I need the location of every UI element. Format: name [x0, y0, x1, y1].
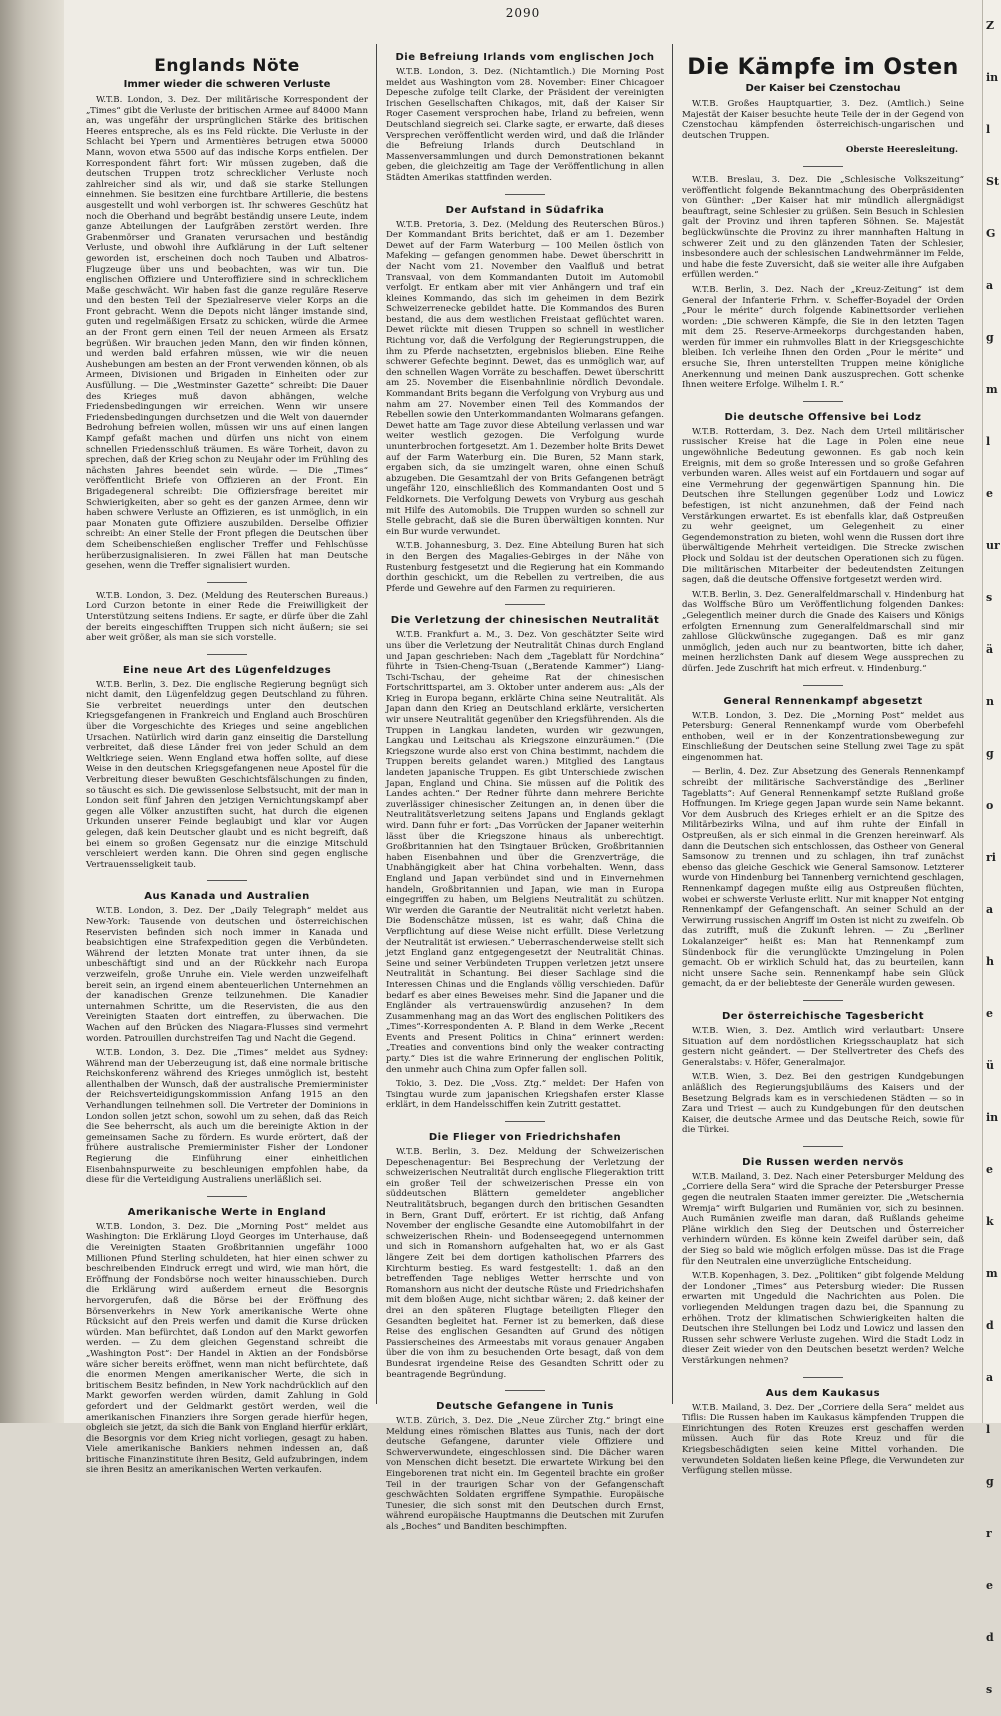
- article-headline: Die Flieger von Friedrichshafen: [428, 1132, 622, 1144]
- article-headline: Deutsche Gefangene in Tunis: [436, 1401, 614, 1413]
- article-paragraph: W.T.B. London, 3. Dez. Die „Times“ meldet aus Sydney: Während man der Ueberzeugung ist, daß eine normale britische Reichskonferenz während des Krieges unmöglich ist, besteht allenthalben der Wunsch, daß der australische Premierminister der Reichsverteidigungskommission Anfang 1915 an den Verhandlungen teilnehmen soll. Die Vertreter der Dominions in London sollen jetzt schon, sowohl um zu sehen, daß das Reich die See beherrscht, als auch um die bereinigte Aktion in der gemeinsamen Sache zu fördern. Es wurde erörtert, daß der frühere australische Premierminister Fisher der Londoner Regierung die Einführung einer einheitlichen Eisenbahnspurweite zu beschleunigen empfohlen habe, da diese für die Verteidigung Australiens unerläßlich sei.: [86, 1048, 368, 1186]
- article-paragraph: Tokio, 3. Dez. Die „Voss. Ztg.“ meldet: Der Hafen von Tsingtau wurde zum japanischen Kriegshafen erster Klasse erklärt, in dem Handelsschiffen kein Zutritt gestattet.: [386, 1079, 664, 1111]
- article-paragraph: W.T.B. London, 3. Dez. (Meldung des Reuterschen Bureaus.) Lord Curzon betonte in einer Rede die Freiwilligkeit der Unterstützung seitens Indiens. Er sagte, er dürfe über die Zahl der bereits eingeschifften Truppen sich nicht äußern; sie sei aber weit größer, als man sie sich vorstelle.: [86, 590, 368, 644]
- article-separator: [803, 1377, 843, 1378]
- article-separator: [803, 166, 843, 167]
- next-page-fragment: a: [986, 279, 994, 292]
- article-paragraph: W.T.B. Berlin, 3. Dez. Meldung der Schweizerischen Depeschenagentur: Bei Besprechung der Verletzung der schweizerischen Neutralität durch englische Fliegeraktion tritt ein großer Teil der schweizerischen Presse ein von süddeutschen Blättern gemeldeter angeblicher Neutralitätsbruch, begangen durch den britischen Gesandten in Bern, Grant Duff, erörtert. Er ist richtig, daß Anfang November der englische Gesandte eine Automobilfahrt in der schweizerischen Rhein- und Bodenseegegend unternommen und sich in Romanshorn aufgehalten hat, wo er als Gast längere Zeit bei dem dortigen katholischen Pfarrers des Kirchturm bestieg. Es ward festgestellt: 1. daß an den betreffenden Tage nebliges Wetter herrschte und von Romanshorn aus nicht der deutsche Rüste und Friedrichshafen mit dem bloßen Auge, nicht sichtbar wären; 2. daß keiner der drei an den späteren Flugtage beteiligten Flieger den Gesandten begleitet hat. Ferner ist zu bemerken, daß diese Reise des englischen Gesandten auf Grund des nötigen Passierscheines des Armeestabs mit voraus genauer Angaben über die von ihm zu besuchenden Orte besagt, daß von dem Bundesrat irgendeine Reise des Gesandten Schritt oder zu beantragende Begründung.: [386, 1147, 664, 1380]
- article-headline: Die Russen werden nervös: [742, 1156, 904, 1168]
- article-paragraph: W.T.B. Mailand, 3. Dez. Der „Corriere della Sera“ meldet aus Tiflis: Die Russen haben im Kaukasus kämpfenden Truppen die Einrichtungen des Roten Kreuzes erst geschaffen werden müssen. Auch für das Rote Kreuz und für die Kriegsbeschädigten seien keine Mittel vorhanden. Die verwundeten Soldaten ließen keine Pflege, die Verwundeten zur Verfügung stellen müsse.: [682, 1402, 964, 1477]
- column-3: [682, 42, 964, 1477]
- article: [386, 52, 664, 184]
- article-subheadline: Der Kaiser bei Czenstochau: [745, 83, 901, 94]
- article-paragraph: W.T.B. Johannesburg, 3. Dez. Eine Abteilung Buren hat sich in den Bergen des Magalies-Gebirges in der Nähe von Rustenburg festgesetzt und die Regierung hat ein Kommando dorthin geschickt, um die Rebellen zu vertreiben, die aus Pferde und Gewehre auf den Farmen zu requirieren.: [386, 541, 664, 594]
- column-1: [86, 42, 368, 1476]
- article-paragraph: W.T.B. Pretoria, 3. Dez. (Meldung des Reuterschen Büros.) Der Kommandant Brits berichtet, daß er am 1. Dezember Dewet auf der Farm Waterburg — 100 Meilen östlich von Mafeking — gefangen genommen habe. Dewet überschritt in der Nacht vom 21. November den Vaalfluß und betrat Transvaal, von dem Kommandanten Dutoit im Automobil verfolgt. Er entkam aber mit vier Anhängern und traf ein kleines Kommando, das sich im geheimen in dem Bezirk Schweizerrenecke gebildet hatte. Die Kommandos des Buren bestand, die aus dem westlichen Freistaat geflüchtet waren. Dewet rückte mit diesen Truppen so schnell in westlicher Richtung vor, daß die Verfolgung der Regierungstruppen, die ihm zu Pferde nachsetzten, ergebnislos blieben. Eine Reihe schwerer Gefechte beginnt. Dewet, das es unmöglich war, auf den schnellen Wagen Vorräte zu beschaffen. Dewet überschritt am 25. November die Eisenbahnlinie nördlich Devondale. Kommandant Brits begann die Verfolgung von Vryburg aus und nahm am 27. November einen Teil des Kommandos der Rebellen sowie den Unterkommandanten Wolmarans gefangen. Dewet hatte am Tage zuvor diese Abteilung verlassen und war weiter westlich gezogen. Die Verfolgung wurde ununterbrochen fortgesetzt. Am 1. Dezember holte Brits Dewet auf der Farm Waterburg ein. Die Buren, 52 Mann stark, ergaben sich, da sie umzingelt waren, ohne einen Schuß abzugeben. Die Gesamtzahl der von Brits Gefangenen beträgt ungefähr 120, einschließlich des Kommandanten Oost und 5 Feldkornets. Die Verfolgung Dewets von Vryburg aus geschah mit Hilfe des Automobils. Die Truppen wurden so schnell zur Stelle gebracht, daß sie die Buren überwältigen konnten. Nur ein Bur wurde verwundet.: [386, 219, 664, 537]
- article-paragraph: W.T.B. Berlin, 3. Dez. Generalfeldmarschall v. Hindenburg hat das Wolffsche Büro um Veröffentlichung folgenden Dankes: „Gelegentlich meiner durch die Gnade des Kaisers und Königs erfolgten Ernennung zum Generalfeldmarschall sind mir zahllose Glückwünsche zugegangen. Daß es mir ganz unmöglich, jeden auch nur zu beantworten, bitte ich daher, meinen herzlichsten Dank auf diesem Wege aussprechen zu dürfen. Jede Zuschrift hat mich erfreut. v. Hindenburg.“: [682, 589, 964, 674]
- article-paragraph: W.T.B. Großes Hauptquartier, 3. Dez. (Amtlich.) Seine Majestät der Kaiser besuchte heute Teile der in der Gegend von Czenstochau kämpfenden österreichisch-ungarischen und deutschen Truppen.: [682, 99, 964, 141]
- article: [386, 1401, 664, 1533]
- next-page-fragment: r: [986, 1527, 992, 1540]
- next-page-fragment: l: [986, 1423, 991, 1436]
- next-page-fragment: ri: [986, 851, 996, 864]
- article-paragraph: W.T.B. Rotterdam, 3. Dez. Nach dem Urteil militärischer russischer Kreise hat die Lage in Polen eine neue ungewöhnliche Bedeutung gewonnen. Es gab noch kein Ereignis, mit dem so große Interessen und so große Gefahren verbunden waren. Alles weist auf ein Fortdauern und sogar auf eine Vermehrung der gegenwärtigen Spannung hin. Die Deutschen ihre Stellungen gegenüber Lodz und Lowicz befestigen, ist nicht anzunehmen, daß der Feind nach Verstärkungen erwartet. Es ist ebenfalls klar, daß Ostpreußen zu wehr geeignet, um Gelegenheit zu einer Gegendemonstration zu bieten, wohl wenn die Russen dort ihre überwältigende Mehrheit verteidigen. Die Strecke zwischen Płock und Soldau ist der deutschen Operationen sich zu fügen. Die militärischen Mitarbeiter der bedeutendsten Zeitungen sagen, daß die deutsche Offensive fortgesetzt werden wird.: [682, 426, 964, 586]
- article: [682, 56, 964, 156]
- next-page-fragment: in: [986, 1111, 999, 1124]
- article-separator: [803, 1000, 843, 1001]
- article-separator: [207, 582, 247, 583]
- column-2: [386, 42, 664, 1533]
- article-separator: [505, 604, 545, 605]
- article-paragraph: W.T.B. London, 3. Dez. Der „Daily Telegraph“ meldet aus New-York: Tausende von deutschen und österreichischen Reservisten befinden sich noch immer in Kanada und beabsichtigen eine Strafexpedition gegen die Verbündeten. Während der letzten Monate trat unter ihnen, da sie unbeschäftigt sind und an der Rückkehr nach Europa verzweifeln, große Unruhe ein. Viele werden unzweifelhaft bereit sein, an irgend einem abenteuerlichen Unternehmen an der kanadischen Grenze teilzunehmen. Die Kanadier unternahmen Schritte, um die Reservisten, die aus den Vereinigten Staaten dort eintreffen, zu überwachen. Die Wachen auf den Brücken des Niagara-Flusses sind vermehrt worden. Patrouillen durchstreifen Tag und Nacht die Gegend.: [86, 906, 368, 1044]
- article-paragraph: W.T.B. Zürich, 3. Dez. Die „Neue Zürcher Ztg.“ bringt eine Meldung eines römischen Blattes aus Tunis, nach der dort deutsche Gefangene, darunter viele Offiziere und Schwerverwundete, eingeschlossen sind. Die Dächer waren von Menschen dicht besetzt. Die erwartete Wirkung bei den Eingeborenen trat nicht ein. Im Gegenteil brachte ein großer Teil in der traurigen Schar von der Gefangenschaft geschwächten Soldaten ergriffene Sympathie. Europäische Tunesier, die sich sonst mit den Deutschen durch Ernst, während europäische Hauptmanns die Deutschen mit Zurufen als „Boches“ und Banditen beschimpften.: [386, 1416, 664, 1533]
- next-page-fragment: ä: [986, 643, 994, 656]
- article-separator: [803, 1146, 843, 1147]
- article: [682, 175, 964, 391]
- article: [682, 412, 964, 675]
- book-binding-edge: [0, 0, 64, 1423]
- next-page-fragment: d: [986, 1631, 994, 1644]
- article-paragraph: W.T.B. Mailand, 3. Dez. Nach einer Petersburger Meldung des „Corriere della Sera“ wird die Sprache der Petersburger Presse gegen die neutralen Staaten immer gereizter. Die „Wetschernia Wremja“ wirft Bulgarien und Rumänien vor, sich zu besinnen. Auch Rumänien zweifle man daran, daß Rußlands geheime Pläne wirklich den Sieg der Deutschen und Österreicher verhindern würden. Es könne kein Zweifel darüber sein, daß der Sieg so bald wie möglich erfolgen müsse. Das ist die Frage für den Neutralen eine unverzügliche Entscheidung.: [682, 1171, 964, 1267]
- article: [86, 1207, 368, 1476]
- article-separator: [505, 1121, 545, 1122]
- next-page-fragment: a: [986, 1371, 994, 1384]
- next-page-fragment: m: [986, 383, 998, 396]
- article: [386, 615, 664, 1111]
- next-page-fragment: g: [986, 331, 994, 344]
- page-number: 2090: [505, 6, 541, 20]
- article-paragraph: — Berlin, 4. Dez. Zur Absetzung des Generals Rennenkampf schreibt der militärische Sachverständige des „Berliner Tageblatts“: Auf General Rennenkampf setzte Rußland große Hoffnungen. Im Kriege gegen Japan wurde sein Name bekannt. Vor dem Ausbruch des Krieges erhielt er an die Spitze des Militärbezirks Wilna, und auf ihm ruhte der Einfall in Ostpreußen, als er sich einmal in die Grenzen hereinwarf. Als dann die Deutschen sich entschlossen, das Ostheer von General Samsonow zu trennen und zu schlagen, ihn traf zunächst ebenso das gleiche Geschick wie General Samsonow. Letzterer wurde von Hindenburg bei Tannenberg vernichtend geschlagen, Rennenkampf dagegen mußte eilig aus Ostpreußen flüchten, wobei er schwerste Verluste erlitt. Nur mit knapper Not entging Rennenkampf der Gefangenschaft. An seiner Schuld an der Verwirrung russischen Angriff im Osten ist nicht zu zweifeln. Ob das zutrifft, muß die Zukunft lehren. — Zu „Berliner Lokalanzeiger“ heißt es: Man hat Rennenkampf zum Sündenbock für die verunglückte Umzingelung in Polen gemacht. Ob er wirklich Schuld hat, das zu beurteilen, kann nicht unsere Sache sein. Rennenkampf habe sein Glück gemacht, da er der beliebteste der Generäle wurden gewesen.: [682, 767, 964, 990]
- article-paragraph: W.T.B. Wien, 3. Dez. Bei den gestrigen Kundgebungen anläßlich des Regierungsjubiläums des Kaisers und der Besetzung Belgrads kam es in verschiedenen Städten — so in Zara und Triest — auch zu Kundgebungen für den deutschen Kaiser, die deutsche Armee und das Deutsche Reich, sowie für die Türkei.: [682, 1072, 964, 1136]
- article-signature: Oberste Heeresleitung.: [845, 145, 958, 156]
- article: [86, 665, 368, 871]
- article-paragraph: W.T.B. London, 3. Dez. (Nichtamtlich.) Die Morning Post meldet aus Washington vom 28. November: Einer Chicagoer Depesche zufolge teilt Clarke, der Präsident der vereinigten Irischen Gesellschaften Chikagos, mit, daß der Kaiser Sir Roger Casement versprochen habe, Irland zu befreien, wenn Deutschland siegreich sei. Clarke sagte, er erwarte, daß dieses Versprechen veröffentlicht werden wird, und daß die Irländer die Befreiung Irlands durch Deutschland in Massenversammlungen und durch Demonstrationen bekannt geben, die gleichzeitig am Tage der Veröffentlichung in allen Städten Amerikas stattfinden werden.: [386, 67, 664, 183]
- article-headline: Englands Nöte: [154, 56, 300, 76]
- article-headline: Amerikanische Werte in England: [127, 1206, 327, 1218]
- article: [682, 696, 964, 990]
- article-headline: Die Verletzung der chinesischen Neutralität: [390, 615, 660, 627]
- article-separator: [803, 401, 843, 402]
- newspaper-page: [64, 0, 982, 1533]
- column-rule: [672, 44, 673, 1404]
- next-page-fragment: o: [986, 799, 994, 812]
- article-separator: [505, 1390, 545, 1391]
- article-paragraph: W.T.B. Berlin, 3. Dez. Nach der „Kreuz-Zeitung“ ist dem General der Infanterie Frhrn. v. Scheffer-Boyadel der Orden „Pour le mérite“ durch folgende Kabinettsorder verliehen worden: „Die schweren Kämpfe, die Sie in den letzten Tagen mit dem 25. Reserve-Armeekorps durchgestanden haben, werden für immer ein ruhmvolles Blatt in der Kriegsgeschichte bleiben. Ich verleihe Ihnen den Orden „Pour le mérite“ und ersuche Sie, Ihren unterstellten Truppen meine königliche Anerkennung und meinen Dank auszusprechen. Gott schenke Ihnen weitere Erfolge. Wilhelm I. R.“: [682, 284, 964, 391]
- next-page-fragment: St: [986, 175, 1000, 188]
- next-page-fragment: d: [986, 1319, 994, 1332]
- article-headline: Der Aufstand in Südafrika: [445, 204, 605, 216]
- article-headline: Aus Kanada und Australien: [144, 891, 310, 903]
- article-separator: [505, 194, 545, 195]
- next-page-fragment: g: [986, 1475, 994, 1488]
- next-page-fragment: m: [986, 1267, 998, 1280]
- article-subheadline: Immer wieder die schweren Verluste: [123, 79, 331, 90]
- next-page-fragment: a: [986, 903, 994, 916]
- next-page-fragment: e: [986, 1579, 993, 1592]
- next-page-fragment: ur: [986, 539, 1000, 552]
- next-page-fragment: s: [986, 591, 993, 604]
- article: [386, 205, 664, 595]
- article: [86, 591, 368, 644]
- article-headline: General Rennenkampf abgesetzt: [723, 695, 923, 707]
- next-page-fragment: s: [986, 1683, 993, 1696]
- article-paragraph: W.T.B. Breslau, 3. Dez. Die „Schlesische Volkszeitung“ veröffentlicht folgende Bekanntmachung des Oberpräsidenten von Günther: „Der Kaiser hat mir mündlich allergnädigst beauftragt, seine Schlesier zu grüßen. Sein Besuch in Schlesien galt der Provinz und ihren tapferen Söhnen. Se. Majestät beglückwünschte die Provinz zu ihrer mannhaften Haltung in schwerer Zeit und zu den glänzenden Taten der Schlesier, insbesondere auch der schlesischen Landwehrmänner im Felde, und habe die feste Zuversicht, daß sie weiter alle ihre Aufgaben erfüllen werden.“: [682, 174, 964, 281]
- next-page-fragment: g: [986, 747, 994, 760]
- next-page-fragment: e: [986, 1007, 993, 1020]
- article-paragraph: W.T.B. Frankfurt a. M., 3. Dez. Von geschätzter Seite wird uns über die Verletzung der Neutralität Chinas durch England und Japan geschrieben: Nach dem „Tageblatt für Nordchina“ führte in Tsien-Cheng-Tsuan („Beratende Kammer“) Liang-Tschi-Tschau, der geheime Rat der chinesischen Fortschrittspartei, am 3. Oktober unter anderem aus: „Als der Krieg in Europa begann, erklärte China seine Neutralität. Als Japan dann den Krieg an Deutschland erklärte, versicherten wir unsere Neutralität gegenüber den Kriegsführenden. Als die Truppen in Langkau landeten, wurden wir gezwungen, Langkau und Leitschau als Kriegszone einzuräumen.“ (Die Kriegszone wurde also erst von China bestimmt, nachdem die Truppen bereits gelandet waren.) Mitglied des Langtaus landeten japanische Truppen. Es gibt Unterschiede zwischen Japan, England und China. Sie müssen auf die Politik des Landes achten.“ Der Redner führte dann mehrere Berichte zuverlässiger chinesischer Zeitungen an, in denen über die Neutralitätsverletzung seitens Japans und Englands geklagt wird. Dann fuhr er fort: „Das Vorrücken der Japaner weiterhin lässt über die Kriegszone hinaus als unberechtigt. Großbritannien hat den Tsingtauer Brücken, Großbritannien haben Eisenbahnen und über die Grenzverträge, die Unabhängigkeit aber hat China vorbehalten. Wenn, dass England und Japan verbündet sind und in Einvernehmen handeln, Großbritannien und Japan, wie man in Europa eingegriffen zu haben, um Belgiens Neutralität zu schützen. Wir werden die Garantie der Neutralität nicht verletzt haben. Die Bodenschätze müssen, ist es wahr, daß China die Verpflichtung auf diese Weise nicht erfüllt. Diese Verletzung der Neutralität ist erwiesen.“ Ueberraschenderweise stellt sich jetzt England ganz entgegengesetzt der Neutralität Chinas. Seine und seiner Verbündeten Truppen verletzen jetzt unsere Neutralität in Schantung. Bei dieser Sachlage sind die Interessen Chinas und die Englands völlig verschieden. Dafür bedarf es aber eines Beweises mehr. Sind die Japaner und die Engländer als vertrauenswürdig anzusehen? In dem Zusammenhang mag an das Wort des englischen Politikers des „Times“-Korrespondenten A. P. Bland in dem Werke „Recent Events and Present Politics in China“ erinnert werden: „Treaties and conventions bind only the weaker contracting party.“ Dies ist die wahre Erinnerung der englischen Politik, den unmehr auch China zum Opfer fallen soll.: [386, 630, 664, 1075]
- article: [682, 1388, 964, 1477]
- article-separator: [207, 880, 247, 881]
- article: [86, 56, 368, 572]
- article-paragraph: W.T.B. Berlin, 3. Dez. Die englische Regierung begnügt sich nicht damit, den Lügenfeldzug gegen Deutschland zu führen. Sie verbreitet neuerdings unter den deutschen Kriegsgefangenen in Frankreich und England auch Broschüren über die Vorgeschichte des Krieges und seine angeblichen Ursachen. Natürlich wird darin ganz einseitig die Darstellung verbreitet, daß diese Länder frei von jeder Schuld an dem Weltkriege seien. Wenn England etwa hoffen sollte, auf diese Weise in den deutschen Kriegsgefangenen neue Apostel für die Verbreitung dieser bewußten Geschichtsfälschungen zu finden, so täuscht es sich. Die gewissenlose Selbstsucht, mit der man in London seit fünf Jahren den jetzigen Vernichtungskampf aber gegen alle Völker anzustiften sucht, hat durch die eigenen Urkunden unserer Feinde beglaubigt und klar vor Augen gelegen, daß kein Deutscher glaubt und es nicht begreift, daß bei einem so großen Gegensatz nur die einzige Mitschuld verschleiert werden kann. Die Ohren sind gegen englische Vertrauensseligkeit taub.: [86, 679, 368, 870]
- next-page-fragment: l: [986, 123, 991, 136]
- article: [386, 1132, 664, 1380]
- article-separator: [207, 654, 247, 655]
- article-headline: Eine neue Art des Lügenfeldzuges: [122, 664, 332, 676]
- article: [682, 1011, 964, 1136]
- article-paragraph: W.T.B. Wien, 3. Dez. Amtlich wird verlautbart: Unsere Situation auf dem nordöstlichen Kriegsschauplatz hat sich gestern nicht geändert. — Der Stellvertreter des Chefs des Generalstabs: v. Höfer, Generalmajor.: [682, 1025, 964, 1068]
- column-rule: [376, 44, 377, 1404]
- article-separator: [207, 1196, 247, 1197]
- next-page-fragment: G: [986, 227, 996, 240]
- article-headline: Der österreichische Tagesbericht: [722, 1010, 924, 1022]
- article: [682, 1157, 964, 1367]
- article-paragraph: W.T.B. London, 3. Dez. Die „Morning Post“ meldet aus Petersburg: General Rennenkampf wurde vom Oberbefehl enthoben, weil er in der Konzentrationsbewegung zur Einschließung der Deutschen seine Stellung zwei Tage zu spät eingenommen hat.: [682, 710, 964, 763]
- article-headline: Die deutsche Offensive bei Lodz: [724, 411, 922, 423]
- article-paragraph: W.T.B. London, 3. Dez. Die „Morning Post“ meldet aus Washington: Die Erklärung Lloyd Georges im Unterhause, daß die Vereinigten Staaten Großbritannien ungefähr 1000 Millionen Pfund Sterling schuldeten, hat hier einen schwer zu beschreibenden Eindruck erregt und wird, wie man hört, die Eröffnung der Fondsbörse noch weiter hinausschieben. Durch die Erklärung wird außerdem erneut die Besorgnis hervorgerufen, daß die Börse bei der Eröffnung des Börsenverkehrs in New York amerikanische Werte ohne Rücksicht auf den Preis werfen und damit die Kurse drücken würden. Man befürchtet, daß London auf den Markt geworfen werden. — Zu dem gleichen Gegenstand schreibt die „Washington Post“: Der Handel in Aktien an der Fondsbörse wäre sicher bereits eröffnet, wenn man nicht befürchtete, daß die enormen Mengen amerikanischer Werte, die sich in britischem Besitz befinden, in New York nachdrücklich auf den Markt geworfen werden würden, damit Zahlung in Gold gefordert und der Geldmarkt gestört werden, weil die amerikanischen Finanziers ihre Sorgen gerade hierfür hegen, obgleich sie jetzt, da sich die Bank von England hierfür erklärt, die Besorgnis vor dem Krieg nicht vorliegen, gesagt zu haben. Viele amerikanische Bankiers nehmen indessen an, daß britische Finanzinstitute ihren Besitz, Geld aufzubringen, indem sie ihren Besitz an amerikanischen Werten verkaufen.: [86, 1221, 368, 1476]
- next-page-fragment: Z: [986, 19, 995, 32]
- next-page-fragment: n: [986, 695, 994, 708]
- next-page-edge: [982, 0, 1001, 1696]
- article: [86, 891, 368, 1185]
- next-page-fragment: e: [986, 1163, 993, 1176]
- next-page-fragment: ü: [986, 1059, 994, 1072]
- next-page-fragment: h: [986, 955, 994, 968]
- article-headline: Aus dem Kaukasus: [765, 1387, 881, 1399]
- next-page-fragment: k: [986, 1215, 994, 1228]
- article-headline: Die Befreiung Irlands vom englischen Joch: [395, 52, 655, 63]
- next-page-fragment: l: [986, 435, 991, 448]
- article-headline: Die Kämpfe im Osten: [687, 55, 959, 80]
- article-separator: [803, 685, 843, 686]
- article-paragraph: W.T.B. London, 3. Dez. Der militärische Korrespondent der „Times“ gibt die Verluste der britischen Armee auf 84000 Mann an, was ungefähr der ursprünglichen Stärke des britischen Heeres entspreche, als es ins Feld rückte. Die Verluste in der Schlacht bei Ypern und Armentières betrugen etwa 50000 Mann, wovon etwa 5500 auf das indische Korps entfielen. Der Korrespondent fährt fort: Wir müssen zugeben, daß die deutschen Truppen trotz schrecklicher Verluste noch zahlreicher sind als wir, und daß sie starke Stellungen einnehmen. Sie besitzen eine furchtbare Artillerie, die bestens ausgestellt und wohl verborgen ist. Ihr schweres Geschütz hat noch die Oberhand und begräbt beständig unsere Leute, indem ganze Abteilungen der Laufgräben zerstört werden. Ihre Grabenmörser und Granaten verursachen und beständig Verluste, und obwohl ihre Aufklärung in der Luft seltener geworden ist, erscheinen doch noch Tauben und Albatros-Flugzeuge über uns und beobachten, was wir tun. Die englischen Offiziere und Unteroffiziere sind in schrecklichem Maße geschwächt. Wir haben fast die ganze reguläre Reserve und den besten Teil der Spezialreserve vieler Korps an die Front gebracht. Wenn die Depots nicht länger imstande sind, guten und regelmäßigen Ersatz zu schicken, würde die Armee an der Front gern einen Teil der neuen Armeen als Ersatz begrüßen. Wir brauchen jeden Mann, den wir finden können, und werden bald erfahren müssen, wie wir die neuen Aushebungen am besten an der Front verwenden können, ob als Armeen, Divisionen und Brigaden in Einheiten oder zur Ausfüllung. — Die „Westminster Gazette“ schreibt: Die Dauer des Krieges muß davon abhängen, welche Friedensbedingungen wir erreichen. Wenn wir unsere Friedensbedingungen durchsetzen und die Welt von dauernder Bedrohung befreien wollen, müssen wir uns auf einen langen Kampf gefaßt machen und dürfen uns nicht von einem schnellen Friedensschluß träumen. Es wäre Torheit, davon zu sprechen, daß der Krieg schon zu Neujahr oder im Frühling des nächsten Jahres beendet sein würde. — Die „Times“ veröffentlicht Briefe von Offizieren an der Front. Ein Brigadegeneral schreibt: Die Offiziersfrage bereitet mir Schwierigkeiten, aber so geht es der ganzen Armee, denn wir haben schwere Verluste an Offizieren, es ist unmöglich, in ein paar Monaten gute Offiziere auszubilden. Derselbe Offizier schreibt: An einer Stelle der Front pflegen die Deutschen über dem Scheibenschießen englischer Treffer und Fehlschüsse herüberzusignalisieren. In zwei Fällen hat man Deutsche gesehen, wenn die Treffer signalisiert wurden.: [86, 95, 368, 572]
- article-paragraph: W.T.B. Kopenhagen, 3. Dez. „Politiken“ gibt folgende Meldung der Londoner „Times“ aus Petersburg wieder: Die Russen erwarten mit Ungeduld die Nachrichten aus Polen. Die vorliegenden Meldungen tragen dazu bei, die Spannung zu erhöhen. Trotz der klimatischen Schwierigkeiten halten die Deutschen ihre Stellungen bei Lodz und Lowicz und lassen den Russen sehr schwere Verluste zugehen. Wird die Stadt Lodz in dieser Zeit wieder von den Deutschen besetzt werden? Welche Verstärkungen nehmen?: [682, 1271, 964, 1366]
- next-page-fragment: in: [986, 71, 999, 84]
- next-page-fragment: e: [986, 487, 993, 500]
